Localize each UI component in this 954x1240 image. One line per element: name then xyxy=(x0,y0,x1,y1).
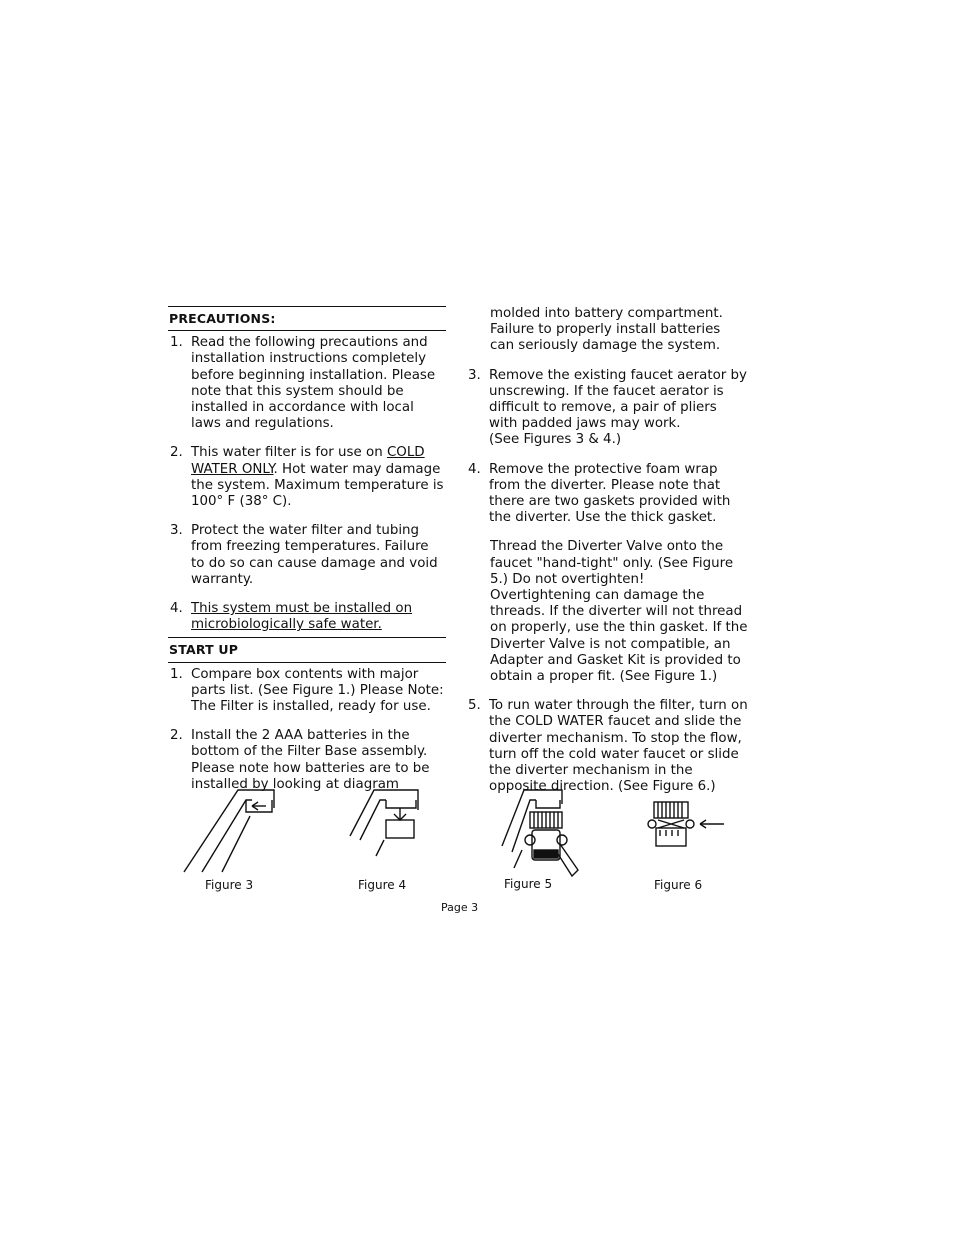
left-column xyxy=(168,306,446,806)
figure-5-caption: Figure 5 xyxy=(504,877,553,891)
step-item xyxy=(466,462,748,527)
precaution-item xyxy=(168,523,446,588)
item-number: 4. xyxy=(170,601,183,617)
item-number: 2. xyxy=(170,445,183,461)
right-column xyxy=(466,306,748,808)
item-number: 4. xyxy=(468,461,481,477)
cold-water-only-emphasis: COLD WATER ONLY xyxy=(191,445,425,477)
startup-heading: START UP xyxy=(169,642,239,658)
figure-5-diverter-valve-drawing xyxy=(500,786,590,886)
figure-3-faucet-aerator-drawing xyxy=(180,786,280,876)
item-text: Compare box contents with major parts list. (See Figure 1.) Please Note: The Filter is installed, ready for use. xyxy=(191,666,444,715)
item-number: 2. xyxy=(170,728,183,744)
page-number: Page 3 xyxy=(441,901,479,914)
figure-3-caption: Figure 3 xyxy=(205,878,254,892)
item-text: Remove the protective foam wrap from the diverter. Please note that there are two gaskets provided with the diverter. Use the thick gasket. xyxy=(489,461,731,526)
startup-item xyxy=(168,728,446,793)
item-number: 5. xyxy=(468,698,481,714)
precautions-heading: PRECAUTIONS: xyxy=(169,311,276,326)
step-item xyxy=(466,698,748,795)
item-text: Protect the water filter and tubing from freezing temperatures. Failure to do so can cause damage and void warranty. xyxy=(191,523,438,587)
figure-6-caption: Figure 6 xyxy=(654,878,703,892)
item-text: To run water through the filter, turn on the COLD WATER faucet and slide the diverter mechanism. To stop the flow, turn off the cold water faucet or slide the diverter mechanism in the opposite direction. (See Figure 6.) xyxy=(489,698,748,795)
item-text: This water filter is for use on COLD WATER ONLY. Hot water may damage the system. Maximum temperature is 100° F (38° C). xyxy=(191,445,444,510)
step-item xyxy=(466,368,748,449)
diverter-paragraph: Thread the Diverter Valve onto the faucet "hand-tight" only. (See Figure 5.) Do not overtighten! Overtightening can damage the threads. If the diverter will not thread on properly, use the thin gasket. If the Diverter Valve is not compatible, an Adapter and Gasket Kit is provided to obtain a proper fit. (See Figure 1.) xyxy=(490,539,748,685)
precaution-item xyxy=(168,601,446,633)
precautions-bottom-rule xyxy=(168,330,446,331)
item-text: Read the following precautions and installation instructions completely before beginning installation. Please note that this system should be installed in accordance with local laws and regulations. xyxy=(191,335,436,432)
startup-item xyxy=(168,667,446,716)
figure-4-caption: Figure 4 xyxy=(358,878,407,892)
figure-6-diverter-mechanism-drawing xyxy=(646,798,728,850)
startup-top-rule xyxy=(168,637,446,638)
item-text: This system must be installed on microbiologically safe water. xyxy=(191,601,413,633)
precautions-top-rule xyxy=(168,306,446,307)
item-number: 1. xyxy=(170,666,183,682)
item-number: 1. xyxy=(170,335,183,351)
item-number: 3. xyxy=(468,367,481,383)
precaution-item xyxy=(168,335,446,432)
startup-bottom-rule xyxy=(168,662,446,663)
item-number: 3. xyxy=(170,523,183,539)
item-text: Install the 2 AAA batteries in the bottom of the Filter Base assembly. Please note how batteries are to be installed by looking at diagram xyxy=(191,728,430,792)
continued-paragraph: molded into battery compartment. Failure to properly install batteries can seriously damage the system. xyxy=(490,306,723,354)
item-text: Remove the existing faucet aerator by unscrewing. If the faucet aerator is difficult to remove, a pair of pliers with padded jaws may work. (See Figures 3 & 4.) xyxy=(489,367,747,448)
precaution-item xyxy=(168,445,446,510)
figure-4-aerator-removal-drawing xyxy=(346,786,426,876)
